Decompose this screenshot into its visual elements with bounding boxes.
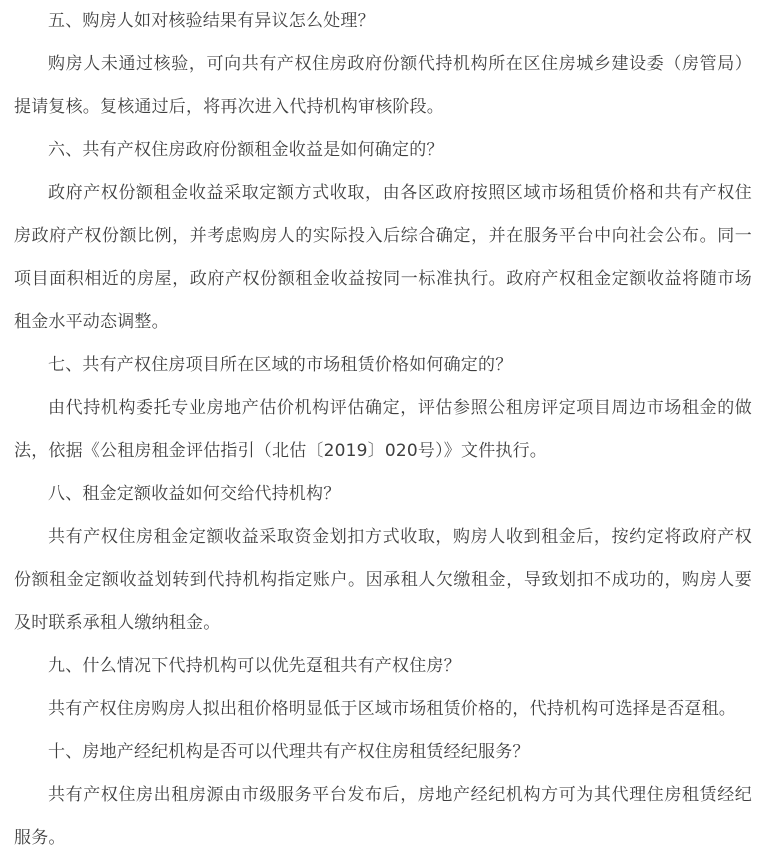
- answer-5: 购房人未通过核验，可向共有产权住房政府份额代持机构所在区住房城乡建设委（房管局）提请复核。复核通过后，将再次进入代持机构审核阶段。: [14, 54, 752, 117]
- answer-9: 共有产权住房购房人拟出租价格明显低于区域市场租赁价格的，代持机构可选择是否趸租。: [48, 699, 736, 719]
- answer-6: 政府产权份额租金收益采取定额方式收取，由各区政府按照区域市场租赁价格和共有产权住房政府产权份额比例，并考虑购房人的实际投入后综合确定，并在服务平台中向社会公布。同一项目面积相近的房屋，政府产权份额租金收益按同一标准执行。政府产权租金定额收益将随市场租金水平动态调整。: [14, 183, 752, 332]
- question-9: 九、什么情况下代持机构可以优先趸租共有产权住房？: [48, 656, 461, 676]
- question-8: 八、租金定额收益如何交给代持机构？: [48, 484, 341, 504]
- answer-10: 共有产权住房出租房源由市级服务平台发布后，房地产经纪机构方可为其代理住房租赁经纪服务。: [14, 785, 752, 848]
- question-6: 六、共有产权住房政府份额租金收益是如何确定的？: [48, 140, 444, 160]
- answer-8: 共有产权住房租金定额收益采取资金划扣方式收取，购房人收到租金后，按约定将政府产权份额租金定额收益划转到代持机构指定账户。因承租人欠缴租金，导致划扣不成功的，购房人要及时联系承租人缴纳租金。: [14, 527, 752, 633]
- question-5: 五、购房人如对核验结果有异议怎么处理？: [48, 11, 375, 31]
- question-7: 七、共有产权住房项目所在区域的市场租赁价格如何确定的？: [48, 355, 513, 375]
- answer-7: 由代持机构委托专业房地产估价机构评估确定，评估参照公租房评定项目周边市场租金的做法，依据《公租房租金评估指引（北估〔2019〕020号）》文件执行。: [14, 398, 752, 461]
- question-10: 十、房地产经纪机构是否可以代理共有产权住房租赁经纪服务？: [48, 742, 530, 762]
